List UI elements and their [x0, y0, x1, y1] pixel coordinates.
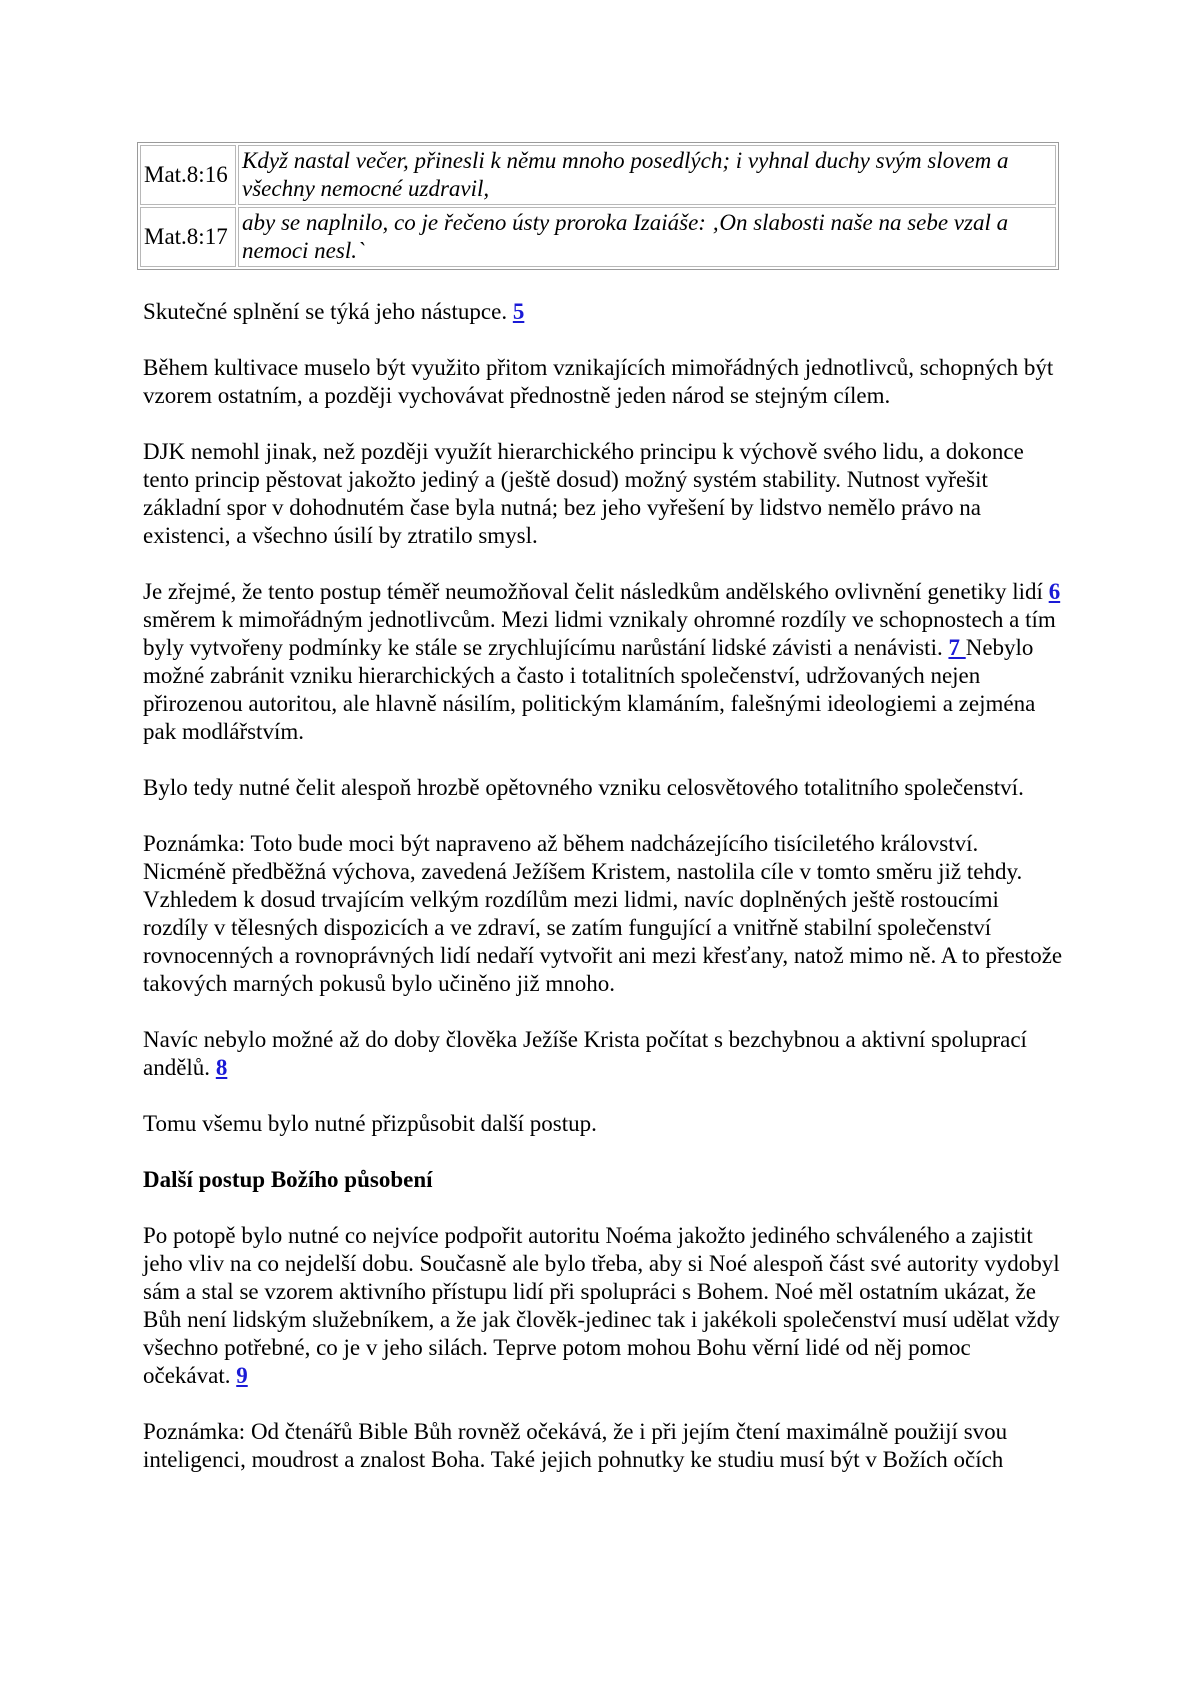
table-row — [140, 207, 1056, 267]
footnote-link[interactable]: 6 — [1048, 579, 1061, 604]
paragraph: Během kultivace muselo být využito přitom vznikajících mimořádných jednotlivců, schopných být vzorem ostatním, a později vychovávat přednostně jeden národ se stejným cílem. — [143, 355, 1054, 408]
verse-ref: Mat.8:16 — [140, 145, 236, 205]
verse-text: Když nastal večer, přinesli k němu mnoho posedlých; i vyhnal duchy svým slovem a všechny nemocné uzdravil, — [238, 145, 1056, 205]
paragraph — [143, 1026, 1063, 1082]
paragraph-text: Skutečné splnění se týká jeho nástupce. — [143, 299, 513, 324]
footnote-link[interactable]: 7 — [948, 635, 966, 660]
table-row — [140, 145, 1056, 205]
paragraph-text: Navíc nebylo možné až do doby člověka Ježíše Krista počítat s bezchybnou a aktivní spoluprací andělů. — [143, 1027, 1027, 1080]
verse-ref: Mat.8:17 — [140, 207, 236, 267]
section-heading: Další postup Božího působení — [143, 1167, 433, 1192]
verse-table — [137, 142, 1059, 270]
paragraph — [143, 298, 1063, 326]
paragraph-text: Po potopě bylo nutné co nejvíce podpořit autoritu Noéma jakožto jediného schváleného a zajistit jeho vliv na co nejdelší dobu. Současně ale bylo třeba, aby si Noé alespoň část své autority vydobyl sám a stal se vzorem aktivního přístupu lidí při spolupráci s Bohem. Noé měl ostatním ukázat, že Bůh není lidským služebníkem, a že jak člověk-jedinec tak i jakékoli společenství musí udělat vždy všechno potřebné, co je v jeho silách. Teprve potom mohou Bohu věrní lidé od něj pomoc očekávat. — [143, 1223, 1060, 1388]
footnote-link[interactable]: 5 — [512, 299, 525, 324]
paragraph-text: Nebylo možné zabránit vzniku hierarchických a často i totalitních společenství, udržovaných nejen přirozenou autoritou, ale hlavně násilím, politickým klamáním, falešnými ideologiemi a zejména pak modlářstvím. — [143, 635, 1036, 744]
paragraph-text: směrem k mimořádným jednotlivcům. Mezi lidmi vznikaly ohromné rozdíly ve schopnostech a tím byly vytvořeny podmínky ke stále se zrychlujícímu narůstání lidské závisti a nenávisti. — [143, 607, 1056, 660]
verse-text: aby se naplnilo, co je řečeno ústy proroka Izaiáše: ‚On slabosti naše na sebe vzal a nemoci nesl.` — [238, 207, 1056, 267]
footnote-link[interactable]: 9 — [236, 1363, 248, 1388]
paragraph — [143, 578, 1063, 746]
paragraph: Tomu všemu bylo nutné přizpůsobit další postup. — [143, 1111, 597, 1136]
paragraph-text: Je zřejmé, že tento postup téměř neumožňoval čelit následkům andělského ovlivnění genetiky lidí — [143, 579, 1049, 604]
paragraph: Poznámka: Toto bude moci být napraveno až během nadcházejícího tisíciletého království. Nicméně předběžná výchova, zavedená Ježíšem Kristem, nastolila cíle v tomto směru již tehdy. Vzhledem k dosud trvajícím velkým rozdílům mezi lidmi, navíc doplněných ještě rostoucími rozdíly v tělesných dispozicích a ve zdraví, se zatím fungující a vnitřně stabilní společenství rovnocenných a rovnoprávných lidí nedaří vytvořit ani mezi křesťany, natož mimo ně. A to přestože takových marných pokusů bylo učiněno již mnoho. — [143, 831, 1063, 996]
document-page — [143, 142, 1063, 1474]
footnote-link[interactable]: 8 — [215, 1055, 228, 1080]
paragraph — [143, 1222, 1063, 1390]
paragraph: Poznámka: Od čtenářů Bible Bůh rovněž očekává, že i při jejím čtení maximálně použijí svou inteligenci, moudrost a znalost Boha. Také jejich pohnutky ke studiu musí být v Božích očích — [143, 1419, 1008, 1472]
paragraph: DJK nemohl jinak, než později využít hierarchického principu k výchově svého lidu, a dokonce tento princip pěstovat jakožto jediný a (ještě dosud) možný systém stability. Nutnost vyřešit základní spor v dohodnutém čase byla nutná; bez jeho vyřešení by lidstvo nemělo právo na existenci, a všechno úsilí by ztratilo smysl. — [143, 439, 1024, 548]
paragraph: Bylo tedy nutné čelit alespoň hrozbě opětovného vzniku celosvětového totalitního společenství. — [143, 775, 1024, 800]
